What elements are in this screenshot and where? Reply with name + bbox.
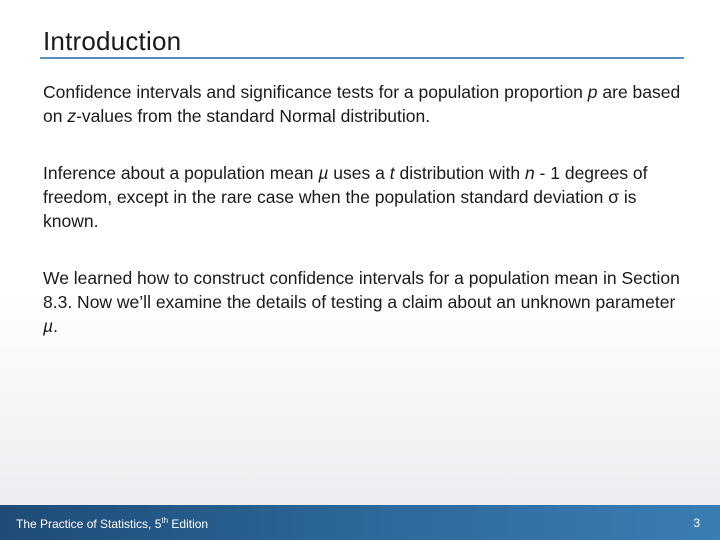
footer-edition-sup: th xyxy=(161,516,169,525)
text-run: Inference about a population mean xyxy=(43,163,319,183)
text-run: uses a xyxy=(328,163,390,183)
text-run: We learned how to construct confidence intervals for a population mean in Section 8.3. Now we’ll examine the details of testing a claim about an unknown parameter xyxy=(43,268,680,312)
text-run: . xyxy=(53,316,58,336)
text-run: are based on xyxy=(43,82,681,126)
text-run: -values from the standard Normal distribution. xyxy=(76,106,431,126)
page-number: 3 xyxy=(693,516,700,530)
slide-title: Introduction xyxy=(43,26,182,56)
footer-bar xyxy=(0,505,720,540)
symbol-p: p xyxy=(587,82,598,102)
paragraph-proportion xyxy=(43,80,688,128)
symbol-mu: µ xyxy=(318,163,329,183)
paragraph-mean-inference xyxy=(43,161,688,233)
footer-edition-word: Edition xyxy=(168,517,209,531)
text-run: distribution with xyxy=(394,163,525,183)
symbol-n: n xyxy=(524,163,535,183)
symbol-t: t xyxy=(389,163,395,183)
footer-title-text: The Practice of Statistics, 5 xyxy=(16,517,162,531)
footer-book-title xyxy=(16,516,208,531)
symbol-z: z xyxy=(67,106,77,126)
paragraph-section-reference xyxy=(43,266,688,338)
text-run: Confidence intervals and significance tests for a population proportion xyxy=(43,82,588,102)
symbol-mu: µ xyxy=(43,316,54,336)
title-divider xyxy=(40,57,684,59)
text-run: - 1 degrees of freedom, except in the rare case when the population standard deviation σ is known. xyxy=(43,163,648,231)
